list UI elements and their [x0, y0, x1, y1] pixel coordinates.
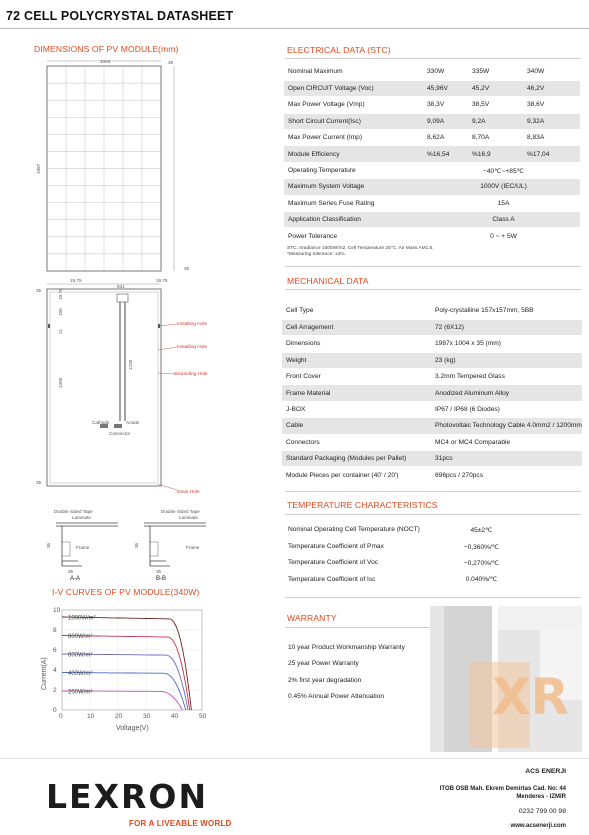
temperature-table: [284, 522, 514, 588]
back-left-a: 195: [58, 308, 63, 316]
electrical-row: [284, 228, 580, 244]
mechanical-value: 23 (kg): [435, 352, 582, 368]
mechanical-param: Dimensions: [282, 336, 435, 352]
electrical-param: Nominal Maximum: [284, 64, 427, 80]
back-left-top-dim: 19.75: [70, 278, 82, 283]
electrical-value: −40℃~+85℃: [427, 162, 580, 178]
mechanical-row: [282, 352, 582, 368]
xr-watermark-graphic: [430, 606, 582, 752]
electrical-value: 45,96V: [427, 80, 472, 96]
iv-ytick: 10: [53, 607, 61, 614]
electrical-value: 38,5V: [472, 97, 527, 113]
electrical-row: [284, 113, 580, 129]
back-side-dim: 35: [36, 288, 42, 293]
drain-hole-label: Drain Hole: [177, 490, 200, 495]
phone: 0232 799 00 98: [518, 808, 566, 815]
electrical-param: Application Classification: [284, 212, 427, 228]
temperature-row: [284, 571, 514, 587]
iv-series-label: 1000W/m²: [68, 615, 96, 622]
electrical-value: 9,32A: [527, 113, 580, 129]
iv-ytick: 8: [53, 627, 57, 634]
section-bb-drawing: [134, 509, 206, 582]
warranty-item: 10 year Product Workmanship Warranty: [288, 644, 405, 651]
cathode-label: Cathode: [92, 420, 110, 425]
mechanical-row: [282, 385, 582, 401]
section-b-width: 35: [156, 569, 162, 574]
warranty-item: 2% first year degradation: [288, 676, 362, 684]
warranty-rule: [285, 627, 430, 628]
section-a-width: 35: [68, 569, 74, 574]
front-bottom-dim: 35: [184, 266, 190, 271]
mechanical-param: J-BOX: [282, 401, 435, 417]
electrical-row: [284, 80, 580, 96]
section-aa-label: A-A: [70, 576, 81, 582]
mechanical-row: [282, 336, 582, 352]
electrical-value: 38,3V: [427, 97, 472, 113]
mechanical-value: 72 (6X12): [435, 319, 582, 335]
stc-note-line-1: STC: Irradiance 1000W/m2, Cell Temperature 25°C, Air Mass AM1.5.: [287, 246, 434, 251]
warranty-item: 0.45% Annual Power Attenuation: [288, 693, 385, 701]
section-b-height: 35: [134, 542, 139, 548]
datasheet-title: 72 CELL POLYCRYSTAL DATASHEET: [6, 9, 234, 23]
iv-ytick: 2: [53, 687, 57, 694]
laminate-right-label: Laminate: [179, 515, 198, 520]
section-a-height: 35: [46, 542, 51, 548]
frame-left-label: Frame: [76, 545, 90, 550]
electrical-value: 330W: [427, 64, 472, 80]
electrical-value: %17,04: [527, 146, 580, 162]
warranty-list: [288, 640, 405, 706]
iv-series-label: 800W/m²: [68, 634, 93, 640]
electrical-value: 335W: [472, 64, 527, 80]
logo-tagline: FOR A LIVEABLE WORLD: [129, 819, 232, 828]
tape-right-label: Double Sided Tape: [161, 509, 200, 514]
mechanical-param: Frame Material: [282, 385, 435, 401]
mechanical-param: Cell Type: [282, 303, 435, 319]
mechanical-row: [282, 303, 582, 319]
front-view-drawing: [36, 59, 190, 271]
front-width-dim: 1004: [100, 59, 111, 64]
company-name: ACS ENERJI: [525, 768, 566, 775]
back-view-drawing: [36, 278, 208, 495]
electrical-value: 8,62A: [427, 130, 472, 146]
mechanical-value: Poly-crystalline 157x157mm, 5BB: [435, 303, 582, 319]
electrical-param: Max Power Current (Imp): [284, 130, 427, 146]
electrical-heading: ELECTRICAL DATA (STC): [287, 45, 391, 55]
electrical-value: 9,09A: [427, 113, 472, 129]
electrical-row: [284, 179, 580, 195]
website-link[interactable]: www.acsenerji.com: [510, 823, 566, 829]
iv-ytick: 6: [53, 647, 57, 654]
electrical-value: 340W: [527, 64, 580, 80]
electrical-value: 9,2A: [472, 113, 527, 129]
section-bb-label: B-B: [156, 576, 167, 582]
back-left-c: 21: [58, 328, 63, 334]
mechanical-value: 31pcs: [435, 451, 582, 467]
mechanical-row: [282, 418, 582, 434]
anode-label: Anode: [126, 420, 140, 425]
electrical-value: 0 ~ + 5W: [427, 228, 580, 244]
back-bottom-dim: 35: [36, 480, 42, 485]
electrical-value: 8,83A: [527, 130, 580, 146]
back-mid-top-dim: 931: [117, 284, 125, 289]
tape-left-label: Double Sided Tape: [54, 509, 93, 514]
back-right-top-dim: 19.75: [156, 278, 168, 283]
temperature-param: Temperature Coefficient of Pmax: [284, 538, 449, 554]
section-aa-drawing: [46, 509, 118, 582]
lexron-logo: LEXRON: [46, 777, 209, 816]
connector-label: Connector: [109, 431, 131, 436]
temperature-heading: TEMPERATURE CHARACTERISTICS: [287, 500, 438, 510]
iv-curves-chart: [36, 600, 216, 735]
iv-ytick: 0: [53, 707, 57, 714]
temperature-param: Temperature Coefficient of Isc: [284, 571, 449, 587]
electrical-value: 38,6V: [527, 97, 580, 113]
temperature-row: [284, 555, 514, 571]
electrical-row: [284, 97, 580, 113]
temperature-value: −0,270%/℃: [449, 555, 514, 571]
electrical-value: 1000V (IEC/UL): [427, 179, 580, 195]
mechanical-heading: MECHANICAL DATA: [287, 276, 369, 286]
mechanical-param: Cable: [282, 418, 435, 434]
electrical-param: Max Power Voltage (Vmp): [284, 97, 427, 113]
electrical-param: Open CIRCUIT Voltage (Voc): [284, 80, 427, 96]
electrical-param: Operating Temperature: [284, 162, 427, 178]
iv-xtick: 30: [143, 713, 151, 720]
electrical-param: Module Efficiency: [284, 146, 427, 162]
electrical-param: Maximum Series Fuse Rating: [284, 195, 427, 211]
mechanical-row: [282, 319, 582, 335]
mechanical-param: Module Pieces per container (40' / 20'): [282, 467, 435, 483]
electrical-value: 15A: [427, 195, 580, 211]
mechanical-value: 696pcs / 270pcs: [435, 467, 582, 483]
mechanical-value: Anodized Aluminum Alloy: [435, 385, 582, 401]
warranty-heading: WARRANTY: [287, 613, 337, 623]
iv-xtick: 50: [199, 713, 207, 720]
electrical-param: Short Circuit Current(Isc): [284, 113, 427, 129]
stc-note: [287, 246, 434, 258]
electrical-value: 46,2V: [527, 80, 580, 96]
front-side-dim: 35: [168, 60, 174, 65]
electrical-row: [284, 162, 580, 178]
iv-curves-heading: I-V CURVES OF PV MODULE(340W): [52, 587, 200, 597]
title-divider: [0, 28, 589, 29]
temperature-param: Temperature Coefficient of Voc: [284, 555, 449, 571]
temperature-row: [284, 522, 514, 538]
iv-series-label: 400W/m²: [68, 671, 93, 677]
temperature-value: −0,360%/℃: [449, 538, 514, 554]
electrical-row: [284, 195, 580, 211]
installing-hole-label-1: Installing Hole: [177, 322, 208, 327]
electrical-row: [284, 212, 580, 228]
temperature-rule: [285, 514, 581, 515]
electrical-rule: [285, 58, 581, 59]
iv-xtick: 40: [171, 713, 179, 720]
mechanical-param: Weight: [282, 352, 435, 368]
module-drawings: [34, 56, 244, 586]
electrical-row: [284, 64, 580, 80]
mechanical-row: [282, 467, 582, 483]
electrical-table: [284, 64, 580, 245]
mechanical-value: MC4 or MC4 Comparable: [435, 434, 582, 450]
mechanical-param: Connectors: [282, 434, 435, 450]
mechanical-row: [282, 401, 582, 417]
stc-note-line-2: *Measuring tolerance: ±3%.: [287, 252, 346, 258]
electrical-value: 8,70A: [472, 130, 527, 146]
mechanical-rule: [285, 289, 581, 290]
mechanical-value: Photovoltaic Technology Cable 4.0mm2 / 1200mm: [435, 418, 582, 434]
mechanical-row: [282, 369, 582, 385]
dimensions-heading: DIMENSIONS OF PV MODULE(mm): [34, 44, 179, 54]
mechanical-table: [282, 303, 582, 484]
temperature-top-rule: [285, 491, 581, 492]
electrical-value: %16,9: [472, 146, 527, 162]
mechanical-value: 1987x 1004 x 35 (mm): [435, 336, 582, 352]
temperature-value: 0.040%/℃: [449, 571, 514, 587]
iv-xlabel: Voltage(V): [116, 725, 149, 732]
electrical-row: [284, 130, 580, 146]
warranty-top-rule: [285, 597, 581, 598]
watermark-text: XR: [492, 668, 570, 726]
mechanical-row: [282, 451, 582, 467]
mechanical-param: Standard Packaging (Modules per Pallet): [282, 451, 435, 467]
iv-ytick: 4: [53, 667, 57, 674]
iv-xtick: 10: [87, 713, 95, 720]
mechanical-param: Front Cover: [282, 369, 435, 385]
laminate-left-label: Laminate: [72, 515, 91, 520]
grounding-hole-label: Grounding Hole: [174, 372, 208, 377]
electrical-value: Class A: [427, 212, 580, 228]
frame-right-label: Frame: [186, 545, 200, 550]
iv-xtick: 20: [115, 713, 123, 720]
mechanical-top-rule: [285, 266, 581, 267]
mechanical-value: IP67 / IP68 (6 Diodes): [435, 401, 582, 417]
front-height-dim: 1987: [36, 163, 41, 174]
electrical-param: Power Tolerance: [284, 228, 427, 244]
iv-series-label: 600W/m²: [68, 652, 93, 659]
back-left-d: 1400: [58, 377, 63, 388]
electrical-row: [284, 146, 580, 162]
back-left-b: 19.75: [58, 288, 63, 300]
address-line-2: Menderes - IZMIR: [516, 794, 566, 800]
mechanical-value: 3.2mm Tempered Glass: [435, 369, 582, 385]
iv-series-label: 200W/m²: [68, 689, 93, 696]
iv-xtick: 0: [59, 713, 63, 720]
electrical-param: Maximum System Voltage: [284, 179, 427, 195]
temperature-value: 45±2℃: [449, 522, 514, 538]
installing-hole-label-2: Installing Hole: [177, 345, 208, 350]
temperature-param: Nominal Operating Cell Temperature (NOCT): [284, 522, 449, 538]
footer-divider: [0, 758, 589, 759]
electrical-value: 45,2V: [472, 80, 527, 96]
electrical-value: %16,54: [427, 146, 472, 162]
warranty-item: 25 year Power Warranty: [288, 660, 359, 668]
temperature-row: [284, 538, 514, 554]
back-mid-height: 1200: [128, 359, 133, 370]
iv-ylabel: Current(A): [41, 657, 48, 690]
mechanical-param: Cell Arragement: [282, 319, 435, 335]
address-line-1: ITOB OSB Mah. Ekrem Demirtas Cad. No: 44: [439, 786, 566, 792]
mechanical-row: [282, 434, 582, 450]
